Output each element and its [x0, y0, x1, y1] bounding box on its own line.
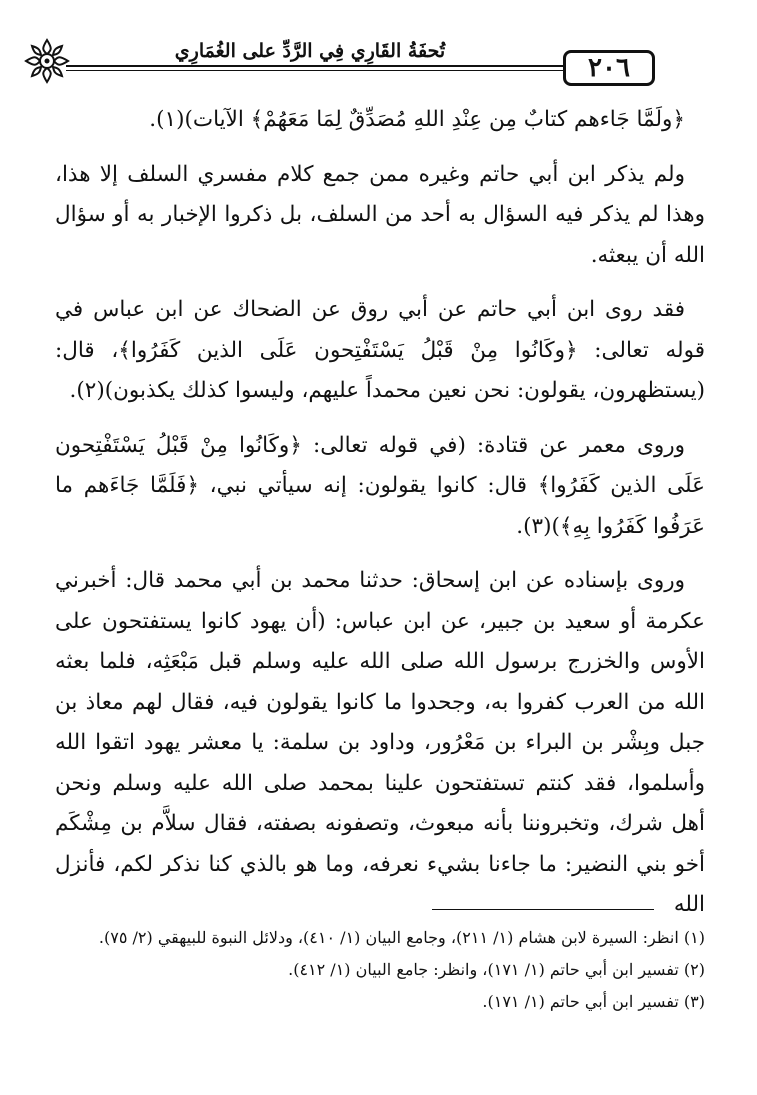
- footnote-separator: [432, 909, 654, 910]
- paragraph: ﴿ولَمَّا جَاءهم كتابٌ مِن عِنْدِ اللهِ مُصَدِّقٌ لِمَا مَعَهُمْ﴾ الآيات)(١).: [149, 107, 685, 132]
- body-text: [55, 100, 705, 926]
- footnote: (٣) تفسير ابن أبي حاتم (١/ ١٧١).: [482, 992, 705, 1011]
- paragraph: وروى بإسناده عن ابن إسحاق: حدثنا محمد بن أبي محمد قال: أخبرني عكرمة أو سعيد بن جبير، عن ابن عباس: (أن يهود كانوا يستفتحون على الأوس والخزرج برسول الله صلى الله عليه وسلم قبل مَبْعَثِه، فلما بعثه الله من العرب كفروا به، وجحدوا ما كانوا يقولون فيه، فقال لهم معاذ بن جبل وبِشْر بن البراء بن مَعْرُور، وداود بن سلمة: يا معشر يهود اتقوا الله وأسلموا، فقد كنتم تستفتحون علينا بمحمد صلى الله عليه وسلم ونحن أهل شرك، وتخبروننا بأنه مبعوث، وتصفونه بصفته، فقال سلاَّم بن مِشْكَم أخو بني النضير: ما جاءنا بشيء نعرفه، وما هو بالذي كنا نذكر لكم، فأنزل الله: [55, 568, 705, 917]
- paragraph: ولم يذكر ابن أبي حاتم وغيره ممن جمع كلام مفسري السلف إلا هذا، وهذا لم يذكر فيه السؤال به أحد من السلف، بل ذكروا الإخبار به أو سؤال الله أن يبعثه.: [55, 161, 705, 268]
- page-number: ٢٠٦: [563, 50, 655, 86]
- page-header: [22, 36, 740, 106]
- running-title: تُحفَةُ القَارِي فِي الرَّدِّ على الغُمَارِي: [174, 40, 446, 62]
- header-rule: [66, 65, 564, 67]
- header-rule-thin: [66, 70, 564, 71]
- paragraph: فقد روى ابن أبي حاتم عن أبي روق عن الضحاك عن ابن عباس في قوله تعالى: ﴿وكَانُوا مِنْ قَبْلُ يَسْتَفْتِحون عَلَى الذين كَفَرُوا﴾، قال: (يستظهرون، يقولون: نحن نعين محمداً عليهم، وليسوا كذلك يكذبون)(٢).: [55, 297, 705, 403]
- footnote: (١) انظر: السيرة لابن هشام (١/ ٢١١)، وجامع البيان (١/ ٤١٠)، ودلائل النبوة للبيهقي (٢/ ٧٥).: [98, 928, 705, 947]
- paragraph: وروى معمر عن قتادة: (في قوله تعالى: ﴿وكَانُوا مِنْ قَبْلُ يَسْتَفْتِحون عَلَى الذين كَفَرُوا﴾ قال: كانوا يقولون: إنه سيأتي نبي، ﴿فَلَمَّا جَاءَهم ما عَرَفُوا كَفَرُوا بِهِ﴾)(٣).: [55, 432, 705, 539]
- footnote: (٢) تفسير ابن أبي حاتم (١/ ١٧١)، وانظر: جامع البيان (١/ ٤١٢).: [288, 960, 705, 979]
- flower-ornament-icon: [22, 36, 72, 86]
- footnotes: [55, 922, 705, 1018]
